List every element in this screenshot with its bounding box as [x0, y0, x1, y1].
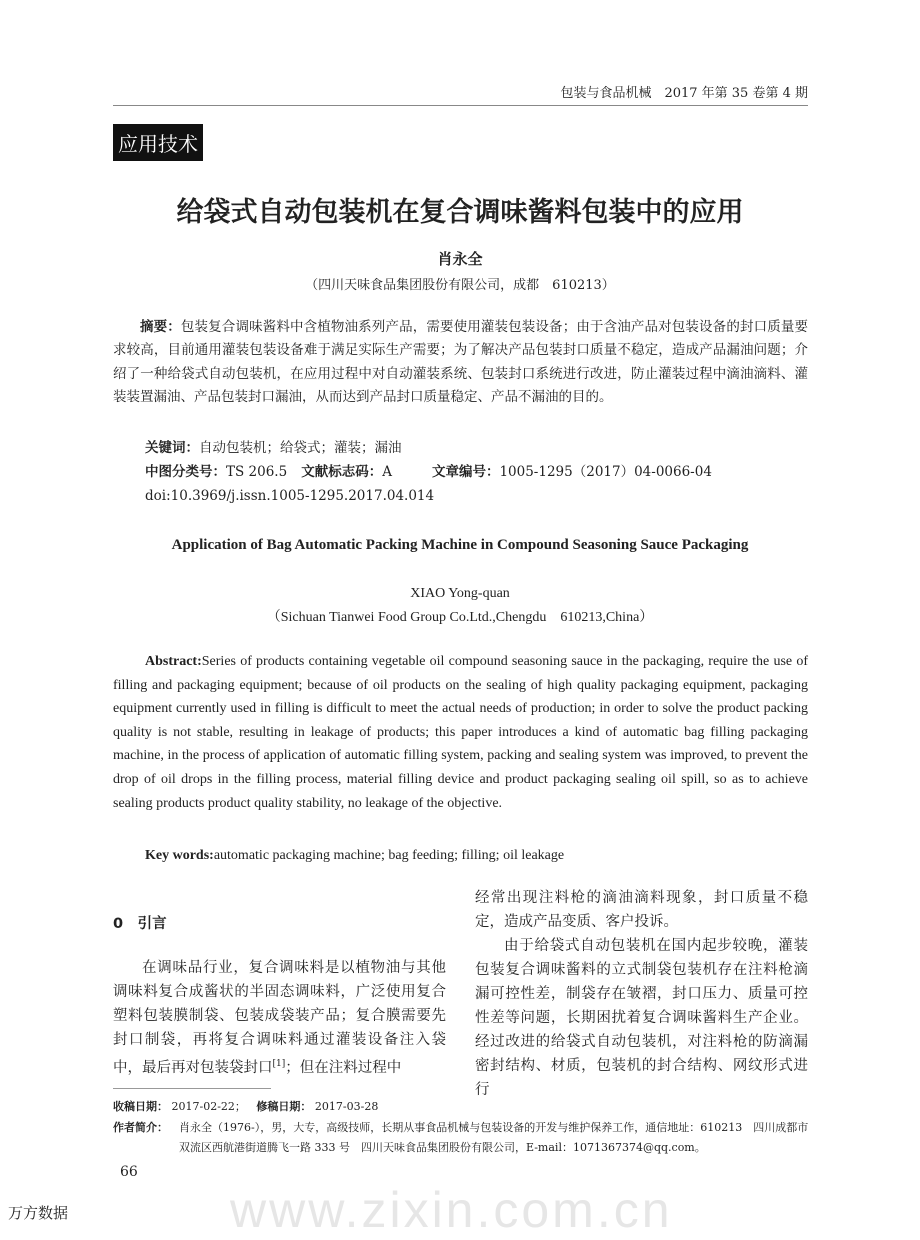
- section-label: 应用技术: [113, 124, 203, 161]
- footnote-bio: [113, 1118, 813, 1158]
- classification-line: [113, 461, 840, 484]
- keywords-text: 自动包装机；给袋式；灌装；漏油: [199, 440, 402, 456]
- abstract-en-label: Abstract:: [145, 654, 202, 669]
- doc-code-label: 文献标志码：: [301, 464, 383, 480]
- article-no-label: 文章编号：: [431, 464, 500, 480]
- clc-label: 中图分类号：: [145, 464, 226, 480]
- affiliation: （四川天味食品集团股份有限公司，成都 610213）: [305, 278, 615, 293]
- author: 肖永全: [437, 250, 483, 268]
- received-date: 2017-02-22；: [171, 1100, 246, 1113]
- doc-code-value: A: [382, 464, 392, 480]
- header-rule: [113, 105, 808, 106]
- footnote-dates: [113, 1097, 813, 1117]
- footnote-rule: [113, 1088, 271, 1089]
- received-label: 收稿日期：: [113, 1100, 168, 1113]
- keywords-label: 关键词：: [145, 440, 199, 456]
- right-paragraph-2: 由于给袋式自动包装机在国内起步较晚，灌装包装复合调味酱料的立式制袋包装机存在注料枪滴漏可控性差，制袋存在皱褶，封口压力、质量可控性差等问题，长期困扰着复合调味酱料生产企业。经过改进的给袋式自动包装机，对注料枪的防滴漏密封结构、材质，包装机的封合结构、网纹形式进行: [475, 938, 808, 1098]
- left-column-paragraph: [113, 956, 446, 1080]
- bio-text: 肖永全（1976-），男，大专，高级技师，长期从事食品机械与包装设备的开发与维护保养工作，通信地址：610213 四川成都市双流区西航港街道腾飞一路 333 号 四川天味食品集团股份有限公司，E-mail：1071367374@qq.com。: [179, 1121, 809, 1154]
- watermark: www.zixin.com.cn: [230, 1182, 673, 1238]
- revised-date: 2017-03-28: [314, 1100, 379, 1113]
- page-number: 66: [120, 1164, 138, 1180]
- english-affiliation: （Sichuan Tianwei Food Group Co.Ltd.,Chengdu 610213,China）: [266, 610, 654, 625]
- revised-label: 修稿日期：: [256, 1100, 312, 1113]
- abstract-label: 摘要：: [140, 319, 181, 335]
- abstract-text: 包装复合调味酱料中含植物油系列产品，需要使用灌装包装设备；由于含油产品对包装设备的封口质量要求较高，目前通用灌装包装设备难于满足实际生产需要；为了解决产品包装封口质量不稳定，造成产品漏油问题；介绍了一种给袋式自动包装机，在应用过程中对自动灌装系统、包装封口系统进行改进，防止灌装过程中滴油滴料、灌装装置漏油、产品包装封口漏油，从而达到产品封口质量稳定、产品不漏油的目的。: [113, 319, 808, 406]
- english-author: XIAO Yong-quan: [410, 586, 510, 601]
- english-title: Application of Bag Automatic Packing Machine in Compound Seasoning Sauce Packaging: [171, 537, 749, 553]
- keywords-en-label: Key words:: [145, 848, 214, 863]
- keywords-en-text: automatic packaging machine; bag feeding; filling; oil leakage: [213, 848, 565, 863]
- abstract-en: [113, 650, 808, 815]
- clc-value: TS 206.5: [226, 464, 288, 480]
- bio-label: 作者简介：: [113, 1121, 168, 1134]
- wanfang-logo: 万方数据: [8, 1204, 69, 1222]
- journal-header: 包装与食品机械 2017 年第 35 卷第 4 期: [560, 86, 808, 101]
- paper-title: 给袋式自动包装机在复合调味酱料包装中的应用: [176, 197, 744, 228]
- doi: doi:10.3969/j.issn.1005-1295.2017.04.014: [145, 488, 435, 504]
- citation[interactable]: [1]: [272, 1059, 286, 1069]
- right-paragraph-1: 经常出现注料枪的滴油滴料现象，封口质量不稳定，造成产品变质、客户投诉。: [475, 890, 808, 930]
- section-heading-intro: 0 引言: [113, 916, 167, 932]
- keywords-cn: [113, 437, 840, 460]
- paragraph-text: 在调味品行业，复合调味料是以植物油与其他调味料复合成酱状的半固态调味料，广泛使用复合塑料包装膜制袋、包装成袋装产品；复合膜需要先封口制袋，再将复合调味料通过灌装设备注入袋中，最后再对包装袋封口: [113, 960, 446, 1076]
- article-no-value: 1005-1295（2017）04-0066-04: [499, 464, 712, 480]
- keywords-en: [113, 844, 840, 868]
- right-column: [475, 886, 808, 1102]
- abstract-cn: [113, 316, 808, 410]
- abstract-en-text: Series of products containing vegetable oil compound seasoning sauce in the packaging, require the use of filling and packaging equipment; because of oil products on the sealing of high quality packaging equipment, packaging equipment currently used in filling is difficult to meet the actual needs of production; in order to solve the product packing quality is not stable, resulting in leakage of products; this paper introduces a kind of automatic bag filling packaging machine, in the process of application of automatic filling system, packing and sealing system was improved, to prevent the drop of oil drops in the filling process, material filling device and product packaging sealing oil spill, so as to achieve sealing products product quality stability, no leakage of the objective.: [113, 654, 808, 811]
- paragraph-text: ；但在注料过程中: [285, 1059, 402, 1076]
